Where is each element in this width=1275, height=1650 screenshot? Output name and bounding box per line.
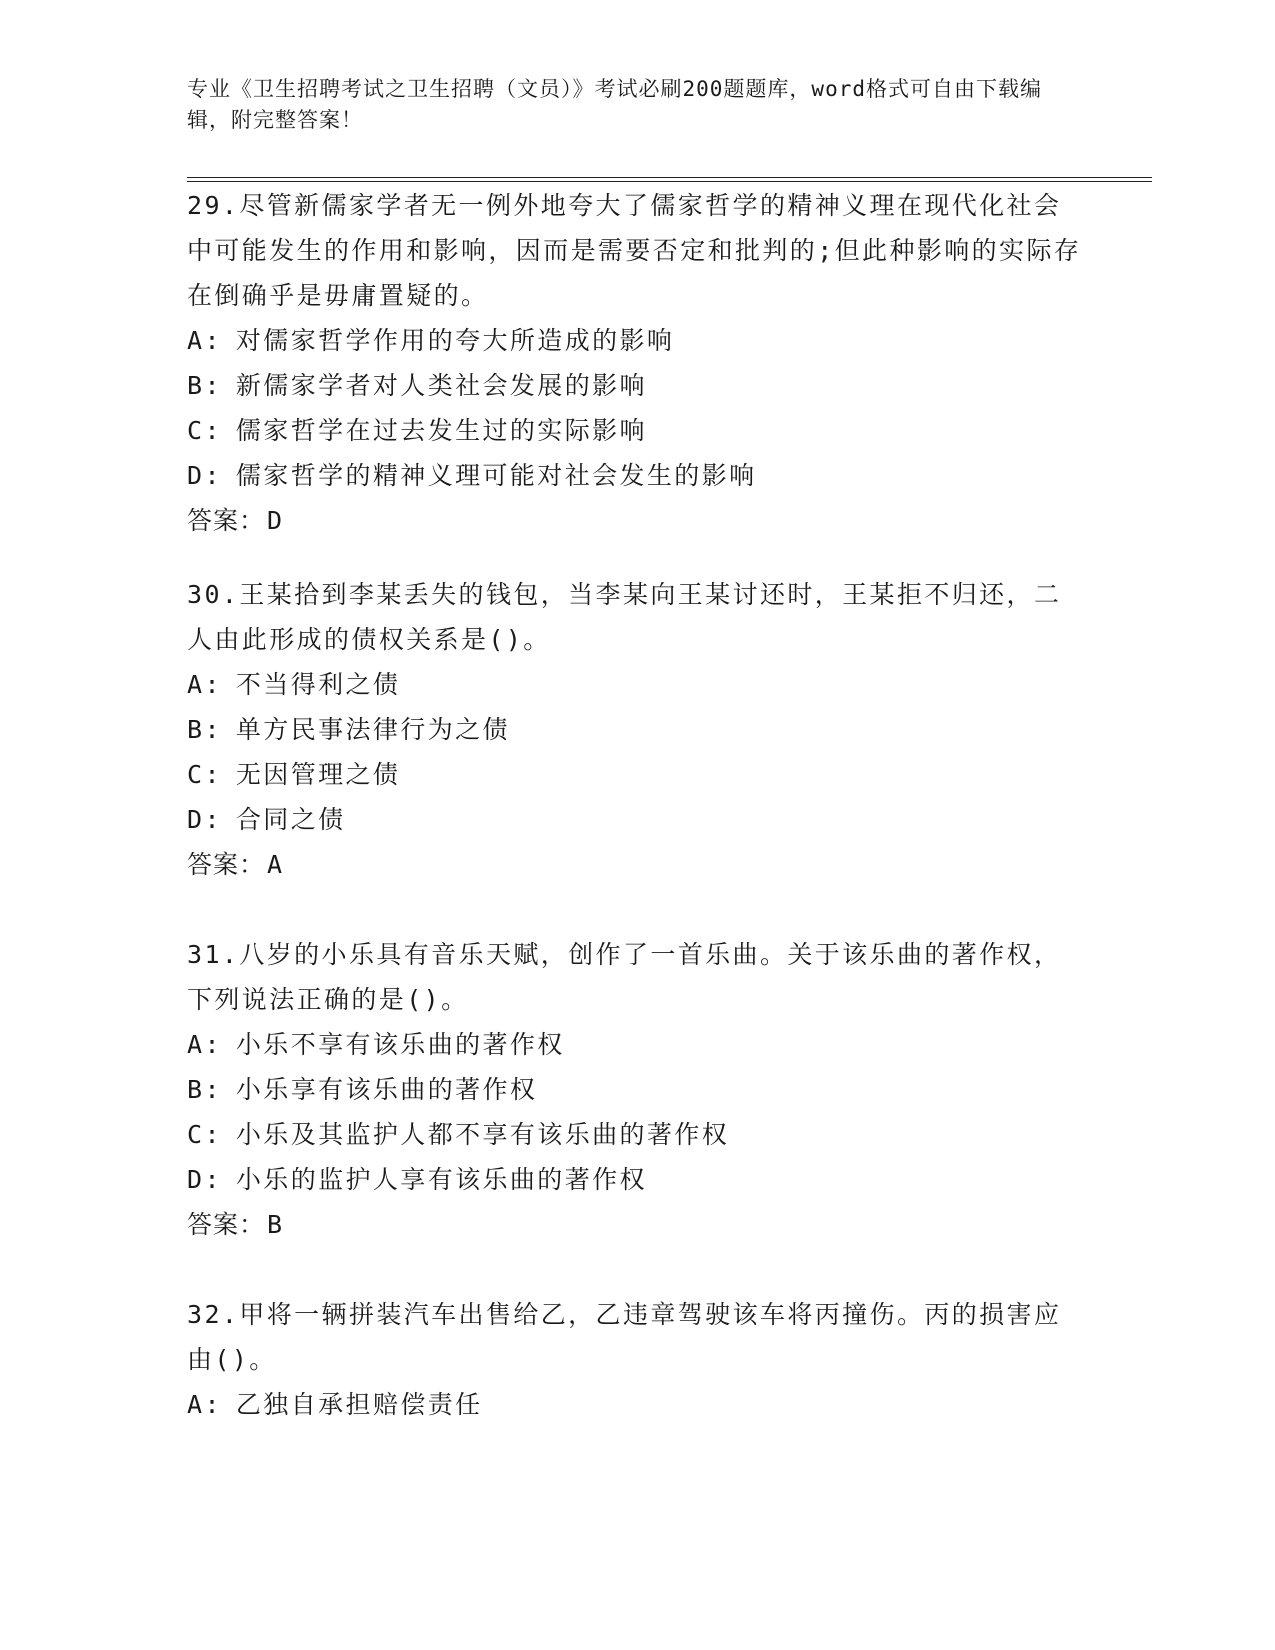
option-b: [187, 707, 1087, 752]
option-letter: C:: [187, 416, 222, 445]
answer-value: A: [267, 850, 284, 879]
answer-line: [187, 498, 1087, 543]
option-text: 小乐享有该乐曲的著作权: [235, 1075, 538, 1104]
option-c: [187, 752, 1087, 797]
option-a: [187, 318, 1087, 363]
option-text: 单方民事法律行为之债: [235, 715, 510, 744]
question-31: [187, 932, 1087, 1247]
option-a: [187, 1382, 1087, 1427]
option-text: 新儒家学者对人类社会发展的影响: [235, 371, 647, 400]
option-d: [187, 1157, 1087, 1202]
question-stem: 32.甲将一辆拼装汽车出售给乙，乙违章驾驶该车将丙撞伤。丙的损害应由()。: [187, 1300, 1062, 1374]
option-b: [187, 363, 1087, 408]
option-c: [187, 408, 1087, 453]
option-d: [187, 453, 1087, 498]
question-stem: 31.八岁的小乐具有音乐天赋，创作了一首乐曲。关于该乐曲的著作权，下列说法正确的是()。: [187, 940, 1062, 1014]
option-letter: A:: [187, 1030, 222, 1059]
option-text: 合同之债: [235, 805, 346, 834]
option-letter: D:: [187, 461, 222, 490]
answer-label: 答案：: [187, 850, 266, 879]
answer-label: 答案：: [187, 506, 266, 535]
option-letter: D:: [187, 805, 222, 834]
option-text: 无因管理之债: [235, 760, 401, 789]
option-a: [187, 662, 1087, 707]
option-d: [187, 797, 1087, 842]
option-text: 小乐及其监护人都不享有该乐曲的著作权: [235, 1120, 730, 1149]
option-text: 小乐不享有该乐曲的著作权: [235, 1030, 565, 1059]
question-30: [187, 572, 1087, 887]
option-text: 不当得利之债: [235, 670, 401, 699]
option-letter: C:: [187, 760, 222, 789]
question-stem: 30.王某拾到李某丢失的钱包，当李某向王某讨还时，王某拒不归还，二人由此形成的债权关系是()。: [187, 580, 1062, 654]
option-a: [187, 1022, 1087, 1067]
question-stem: 29.尽管新儒家学者无一例外地夸大了儒家哲学的精神义理在现代化社会中可能发生的作用和影响，因而是需要否定和批判的;但此种影响的实际存在倒确乎是毋庸置疑的。: [187, 191, 1082, 310]
option-text: 儒家哲学在过去发生过的实际影响: [235, 416, 647, 445]
option-text: 对儒家哲学作用的夸大所造成的影响: [235, 326, 675, 355]
option-letter: B:: [187, 371, 222, 400]
option-text: 小乐的监护人享有该乐曲的著作权: [235, 1165, 647, 1194]
answer-line: [187, 1202, 1087, 1247]
header-divider: [187, 177, 1152, 178]
answer-value: B: [267, 1210, 284, 1239]
option-letter: D:: [187, 1165, 222, 1194]
option-b: [187, 1067, 1087, 1112]
question-32: [187, 1292, 1087, 1427]
option-c: [187, 1112, 1087, 1157]
option-letter: A:: [187, 670, 222, 699]
option-letter: B:: [187, 1075, 222, 1104]
document-header: 专业《卫生招聘考试之卫生招聘（文员）》考试必刷200题题库，word格式可自由下载编辑，附完整答案！: [187, 77, 1042, 132]
answer-value: D: [267, 506, 284, 535]
question-29: [187, 183, 1087, 543]
answer-line: [187, 842, 1087, 887]
option-letter: B:: [187, 715, 222, 744]
option-letter: C:: [187, 1120, 222, 1149]
option-text: 乙独自承担赔偿责任: [235, 1390, 483, 1419]
option-letter: A:: [187, 326, 222, 355]
option-text: 儒家哲学的精神义理可能对社会发生的影响: [235, 461, 757, 490]
answer-label: 答案：: [187, 1210, 266, 1239]
option-letter: A:: [187, 1390, 222, 1419]
header-divider-double: [187, 181, 1152, 182]
